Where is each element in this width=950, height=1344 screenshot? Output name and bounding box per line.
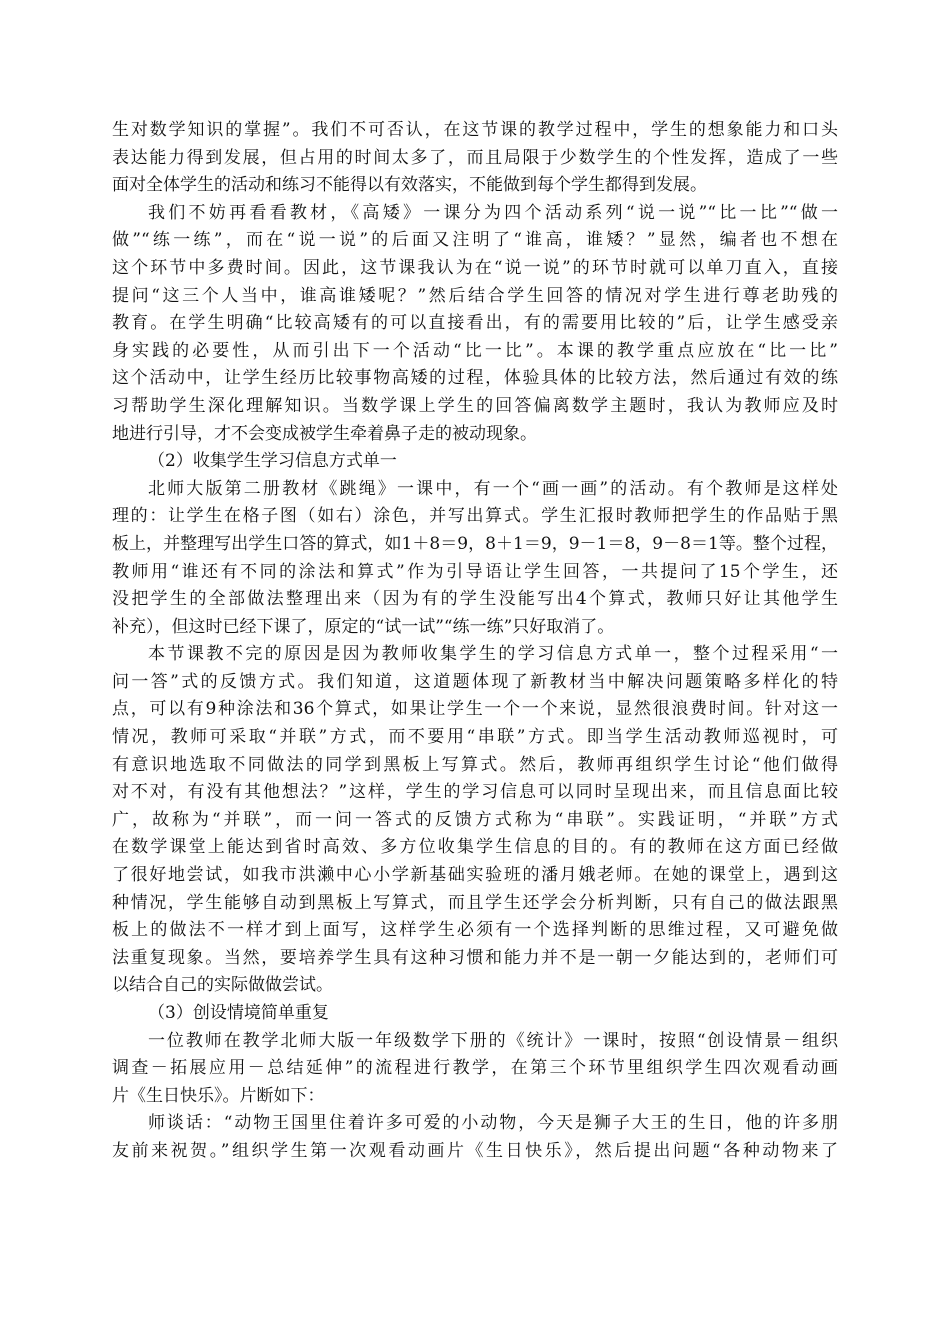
document-body (112, 117, 838, 1166)
text-line: 我们不妨再看看教材，《高矮》一课分为四个活动系列“说一说”“比一比”“做一 (148, 202, 838, 223)
text-line: 身实践的必要性，从而引出下一个活动“比一比”。本课的教学重点应放在“比一比” (112, 340, 838, 361)
text-line: 地进行引导，才不会变成被学生牵着鼻子走的被动现象。 (112, 423, 537, 444)
text-line: 这个活动中，让学生经历比较事物高矮的过程，体验具体的比较方法，然后通过有效的练 (112, 368, 838, 389)
text-line: 理的：让学生在格子图（如右）涂色，并写出算式。学生汇报时教师把学生的作品贴于黑 (112, 506, 838, 527)
text-line: 没把学生的全部做法整理出来（因为有的学生没能写出4个算式，教师只好让其他学生 (112, 589, 838, 610)
text-line: 问一答”式的反馈方式。我们知道，这道题体现了新教材当中解决问题策略多样化的特 (112, 671, 838, 692)
text-line: 提问“这三个人当中，谁高谁矮呢？”然后结合学生回答的情况对学生进行尊老助残的 (112, 285, 838, 306)
text-line: 情况，教师可采取“并联”方式，而不要用“串联”方式。即当学生活动教师巡视时，可 (112, 727, 838, 748)
section-heading: （3）创设情境简单重复 (148, 1003, 329, 1023)
text-line: 法重复现象。当然，要培养学生具有这种习惯和能力并不是一朝一夕能达到的，老师们可 (112, 947, 838, 968)
text-line: 教师用“谁还有不同的涂法和算式”作为引导语让学生回答，一共提问了15个学生，还 (112, 561, 838, 582)
text-line: 友前来祝贺。”组织学生第一次观看动画片《生日快乐》，然后提出问题“各种动物来了 (112, 1140, 838, 1161)
text-line: 表达能力得到发展，但占用的时间太多了，而且局限于少数学生的个性发挥，造成了一些 (112, 147, 838, 168)
text-line: 补充），但这时已经下课了，原定的“试一试”“练一练”只好取消了。 (112, 616, 615, 637)
text-line: 一位教师在教学北师大版一年级数学下册的《统计》一课时，按照“创设情景－组织 (148, 1030, 838, 1051)
text-line: 片《生日快乐》。片断如下： (112, 1085, 325, 1106)
text-line: 在数学课堂上能达到省时高效、多方位收集学生信息的目的。有的教师在这方面已经做 (112, 837, 838, 858)
text-line: 这个环节中多费时间。因此，这节课我认为在“说一说”的环节时就可以单刀直入，直接 (112, 257, 838, 278)
text-line: 广，故称为“并联”，而一问一答式的反馈方式称为“串联”。实践证明，“并联”方式 (112, 809, 838, 830)
text-line: 教育。在学生明确“比较高矮有的可以直接看出，有的需要用比较的”后，让学生感受亲 (112, 313, 838, 334)
text-line: 了很好地尝试，如我市洪濑中心小学新基础实验班的潘月娥老师。在她的课堂上，遇到这 (112, 865, 838, 886)
text-line: 本节课教不完的原因是因为教师收集学生的学习信息方式单一，整个过程采用“一 (148, 644, 838, 665)
text-line: 以结合自己的实际做做尝试。 (112, 975, 333, 996)
text-line: 板上的做法不一样才到上面写，这样学生必须有一个选择判断的思维过程，又可避免做 (112, 920, 838, 941)
text-line: 做”“练一练”，而在“说一说”的后面又注明了“谁高，谁矮？”显然，编者也不想在 (112, 230, 838, 251)
text-line: 种情况，学生能够自动到黑板上写算式，而且学生还学会分析判断，只有自己的做法跟黑 (112, 892, 838, 913)
text-line: 对不对，有没有其他想法？”这样，学生的学习信息可以同时呈现出来，而且信息面比较 (112, 782, 838, 803)
text-line: 有意识地选取不同做法的同学到黑板上写算式。然后，教师再组织学生讨论“他们做得 (112, 754, 838, 775)
text-line: 点，可以有9种涂法和36个算式，如果让学生一个一个来说，显然很浪费时间。针对这一 (112, 699, 838, 720)
text-line: 习帮助学生深化理解知识。当数学课上学生的回答偏离数学主题时，我认为教师应及时 (112, 395, 838, 416)
text-line: 生对数学知识的掌握”。我们不可否认，在这节课的教学过程中，学生的想象能力和口头 (112, 120, 838, 140)
text-line: 调查－拓展应用－总结延伸”的流程进行教学，在第三个环节里组织学生四次观看动画 (112, 1058, 838, 1079)
text-line: 北师大版第二册教材《跳绳》一课中，有一个“画一画”的活动。有个教师是这样处 (148, 478, 838, 499)
section-heading: （2）收集学生学习信息方式单一 (148, 451, 397, 472)
text-line: 面对全体学生的活动和练习不能得以有效落实，不能做到每个学生都得到发展。 (112, 175, 707, 196)
text-line: 板上，并整理写出学生口答的算式，如1＋8＝9，8＋1＝9，9－1＝8，9－8＝1等。整个过程， (112, 533, 838, 554)
text-line: 师谈话：“动物王国里住着许多可爱的小动物，今天是狮子大王的生日，他的许多朋 (148, 1113, 838, 1134)
